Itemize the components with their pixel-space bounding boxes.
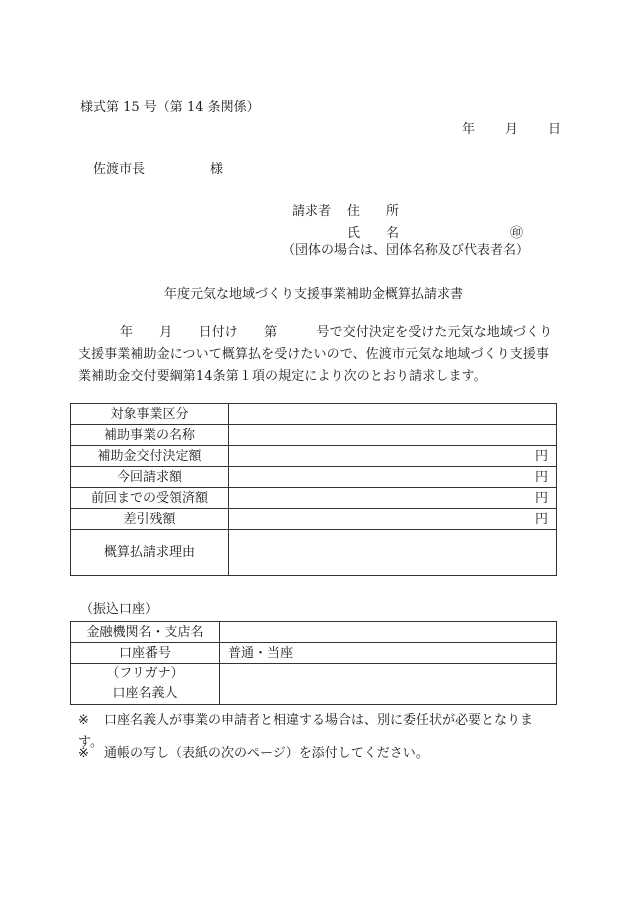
addressee-honorific: 様 bbox=[210, 162, 224, 177]
row-value[interactable] bbox=[229, 530, 557, 576]
note-mark: ※ bbox=[78, 746, 89, 761]
bank-heading: （振込口座） bbox=[80, 602, 159, 617]
row-value[interactable] bbox=[220, 622, 557, 643]
table-row bbox=[71, 404, 557, 425]
table-row bbox=[71, 425, 557, 446]
row-label: 補助金交付決定額 bbox=[71, 446, 229, 467]
note-1-text: 口座名義人が事業の申請者と相違する場合は、別に委任状が必要となります。 bbox=[78, 713, 534, 750]
form-number: 様式第 15 号（第 14 条関係） bbox=[80, 100, 260, 115]
row-value[interactable] bbox=[229, 425, 557, 446]
addressee-name: 佐渡市長 bbox=[93, 162, 146, 177]
table-row bbox=[71, 446, 557, 467]
account-holder-label: 口座名義人 bbox=[112, 686, 178, 701]
row-value[interactable]: 円 bbox=[229, 446, 557, 467]
row-label bbox=[71, 664, 220, 705]
row-label: 差引残額 bbox=[71, 509, 229, 530]
table-row bbox=[71, 622, 557, 643]
seal-mark: ㊞ bbox=[510, 226, 524, 241]
date-month: 月 bbox=[505, 122, 519, 137]
table-row bbox=[71, 488, 557, 509]
date-line bbox=[462, 123, 561, 136]
bank-table bbox=[70, 621, 557, 705]
row-label: 対象事業区分 bbox=[71, 404, 229, 425]
row-value[interactable]: 円 bbox=[229, 488, 557, 509]
claimant-name-label: 氏 名 bbox=[347, 226, 400, 241]
table-row bbox=[71, 643, 557, 664]
row-label: 補助事業の名称 bbox=[71, 425, 229, 446]
body-paragraph: 年 月 日付け 第 号で交付決定を受けた元気な地域づくり支援事業補助金について概算払を受けたいので、佐渡市元気な地域づくり支援事業補助金交付要綱第14条第１項の規定により次のとおり請求します。 bbox=[78, 325, 553, 384]
row-label: 概算払請求理由 bbox=[71, 530, 229, 576]
row-label: 金融機関名・支店名 bbox=[71, 622, 220, 643]
row-value[interactable]: 円 bbox=[229, 467, 557, 488]
row-value[interactable] bbox=[220, 664, 557, 705]
row-label: 今回請求額 bbox=[71, 467, 229, 488]
row-value[interactable]: 円 bbox=[229, 509, 557, 530]
row-value[interactable] bbox=[229, 404, 557, 425]
table-row bbox=[71, 530, 557, 576]
claimant-address-label: 住 所 bbox=[347, 204, 400, 219]
table-row bbox=[71, 467, 557, 488]
document-title: 年度元気な地域づくり支援事業補助金概算払請求書 bbox=[164, 287, 464, 302]
claim-table bbox=[70, 403, 557, 576]
note-mark: ※ bbox=[78, 713, 89, 728]
table-row bbox=[71, 664, 557, 705]
date-day: 日 bbox=[548, 122, 562, 137]
row-value[interactable]: 普通・当座 bbox=[220, 643, 557, 664]
row-label: 前回までの受領済額 bbox=[71, 488, 229, 509]
note-2-text: 通帳の写し（表紙の次のページ）を添付してください。 bbox=[104, 746, 429, 761]
furigana-label: （フリガナ） bbox=[106, 666, 184, 681]
date-year: 年 bbox=[462, 122, 476, 137]
table-row bbox=[71, 509, 557, 530]
claimant-note: （団体の場合は、団体名称及び代表者名） bbox=[282, 243, 530, 258]
row-label: 口座番号 bbox=[71, 643, 220, 664]
note-2 bbox=[78, 747, 429, 760]
claimant-label: 請求者 bbox=[292, 204, 332, 219]
